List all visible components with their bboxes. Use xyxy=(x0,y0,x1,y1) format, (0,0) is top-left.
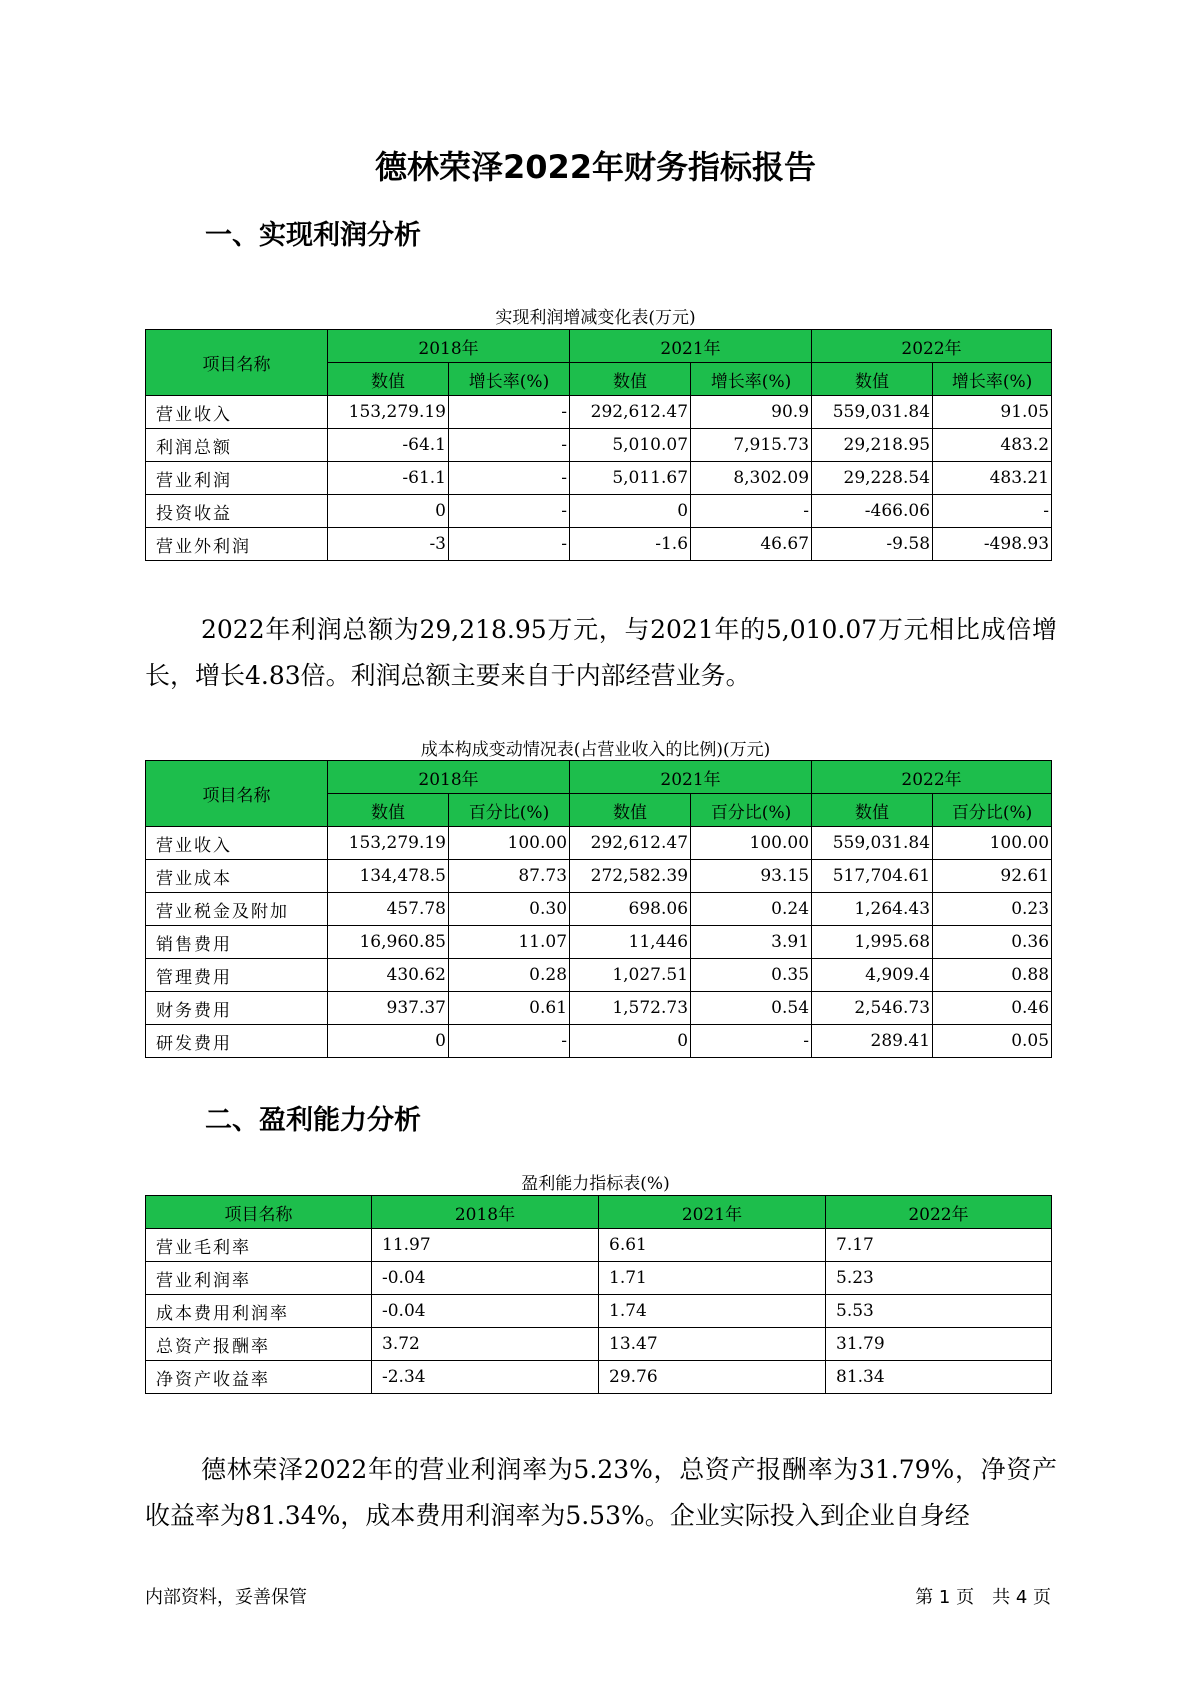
table-cell: 559,031.84 xyxy=(812,827,933,860)
table-cell: 0.23 xyxy=(933,893,1052,926)
table-row xyxy=(146,1025,1052,1058)
header-year: 2022年 xyxy=(812,330,1052,363)
table-cell: 292,612.47 xyxy=(570,827,691,860)
table-cell: - xyxy=(691,1025,812,1058)
table-cell: 11,446 xyxy=(570,926,691,959)
table-row xyxy=(146,959,1052,992)
table-cell: 11.07 xyxy=(449,926,570,959)
table-cell: 91.05 xyxy=(933,396,1052,429)
table-cell: 0.36 xyxy=(933,926,1052,959)
table-cell: 517,704.61 xyxy=(812,860,933,893)
table-cell: 87.73 xyxy=(449,860,570,893)
table-cell: 0 xyxy=(570,495,691,528)
profit-table-caption: 实现利润增减变化表(万元) xyxy=(495,308,696,328)
table-cell: -0.04 xyxy=(372,1295,599,1328)
profit-summary-paragraph: 2022年利润总额为29,218.95万元，与2021年的5,010.07万元相比成倍增长，增长4.83倍。利润总额主要来自于内部经营业务。 xyxy=(145,615,1057,690)
table-cell: 5,010.07 xyxy=(570,429,691,462)
header-year: 2022年 xyxy=(812,761,1052,794)
table-cell: 8,302.09 xyxy=(691,462,812,495)
header-growth-rate: 增长率(%) xyxy=(449,363,570,396)
table-cell: -3 xyxy=(328,528,449,561)
row-label: 成本费用利润率 xyxy=(146,1295,372,1328)
table-cell: 7.17 xyxy=(826,1229,1052,1262)
table-cell: 292,612.47 xyxy=(570,396,691,429)
row-label: 营业利润率 xyxy=(146,1262,372,1295)
header-item-name: 项目名称 xyxy=(146,330,328,396)
section1-heading: 一、实现利润分析 xyxy=(205,220,421,251)
table-cell: -61.1 xyxy=(328,462,449,495)
cost-table-caption: 成本构成变动情况表(占营业收入的比例)(万元) xyxy=(420,740,771,760)
table-row xyxy=(146,495,1052,528)
table-cell: - xyxy=(449,528,570,561)
table-cell: 31.79 xyxy=(826,1328,1052,1361)
table-cell: 153,279.19 xyxy=(328,827,449,860)
profitability-summary-paragraph: 德林荣泽2022年的营业利润率为5.23%，总资产报酬率为31.79%，净资产收益率为81.34%，成本费用利润率为5.53%。企业实际投入到企业自身经 xyxy=(145,1455,1057,1530)
table-cell: - xyxy=(449,1025,570,1058)
table-cell: 92.61 xyxy=(933,860,1052,893)
table-row xyxy=(146,1295,1052,1328)
row-label: 研发费用 xyxy=(146,1025,328,1058)
table-cell: 153,279.19 xyxy=(328,396,449,429)
header-year: 2018年 xyxy=(372,1196,599,1229)
table-cell: 1,572.73 xyxy=(570,992,691,1025)
table-cell: 3.72 xyxy=(372,1328,599,1361)
row-label: 营业毛利率 xyxy=(146,1229,372,1262)
table-cell: 0.88 xyxy=(933,959,1052,992)
table-cell: 0.28 xyxy=(449,959,570,992)
table-row xyxy=(146,429,1052,462)
table-cell: 134,478.5 xyxy=(328,860,449,893)
table-cell: 0 xyxy=(328,495,449,528)
row-label: 投资收益 xyxy=(146,495,328,528)
table-cell: 1,995.68 xyxy=(812,926,933,959)
table-cell: -1.6 xyxy=(570,528,691,561)
header-value: 数值 xyxy=(328,794,449,827)
table-cell: 0.54 xyxy=(691,992,812,1025)
table-cell: 937.37 xyxy=(328,992,449,1025)
profitability-table xyxy=(145,1195,1052,1394)
table-cell: 81.34 xyxy=(826,1361,1052,1394)
footer-confidential-note: 内部资料，妥善保管 xyxy=(145,1587,307,1608)
header-value: 数值 xyxy=(328,363,449,396)
table-cell: -2.34 xyxy=(372,1361,599,1394)
table-cell: 93.15 xyxy=(691,860,812,893)
table-cell: 430.62 xyxy=(328,959,449,992)
table-cell: 5.23 xyxy=(826,1262,1052,1295)
table-cell: 559,031.84 xyxy=(812,396,933,429)
table-cell: 272,582.39 xyxy=(570,860,691,893)
header-value: 数值 xyxy=(570,794,691,827)
table-cell: -0.04 xyxy=(372,1262,599,1295)
table-cell: 3.91 xyxy=(691,926,812,959)
header-year: 2018年 xyxy=(328,330,570,363)
table-row xyxy=(146,893,1052,926)
table-cell: - xyxy=(449,495,570,528)
table-cell: 100.00 xyxy=(691,827,812,860)
table-cell: 4,909.4 xyxy=(812,959,933,992)
table-cell: 2,546.73 xyxy=(812,992,933,1025)
row-label: 管理费用 xyxy=(146,959,328,992)
table-row xyxy=(146,462,1052,495)
row-label: 营业收入 xyxy=(146,827,328,860)
table-cell: 7,915.73 xyxy=(691,429,812,462)
table-cell: 46.67 xyxy=(691,528,812,561)
table-cell: 100.00 xyxy=(449,827,570,860)
table-row xyxy=(146,1262,1052,1295)
table-row xyxy=(146,926,1052,959)
table-cell: 0.30 xyxy=(449,893,570,926)
table-row xyxy=(146,1361,1052,1394)
table-cell: 0.24 xyxy=(691,893,812,926)
row-label: 总资产报酬率 xyxy=(146,1328,372,1361)
table-row xyxy=(146,992,1052,1025)
table-cell: 29,228.54 xyxy=(812,462,933,495)
table-cell: 698.06 xyxy=(570,893,691,926)
header-year: 2022年 xyxy=(826,1196,1052,1229)
row-label: 销售费用 xyxy=(146,926,328,959)
header-year: 2018年 xyxy=(328,761,570,794)
table-cell: - xyxy=(449,462,570,495)
profit-change-table xyxy=(145,329,1052,561)
table-row xyxy=(146,1328,1052,1361)
table-cell: -64.1 xyxy=(328,429,449,462)
profitability-table-caption: 盈利能力指标表(%) xyxy=(521,1174,670,1194)
table-cell: 5.53 xyxy=(826,1295,1052,1328)
table-cell: 289.41 xyxy=(812,1025,933,1058)
header-item-name: 项目名称 xyxy=(146,1196,372,1229)
header-value: 数值 xyxy=(570,363,691,396)
header-percentage: 百分比(%) xyxy=(691,794,812,827)
table-cell: - xyxy=(933,495,1052,528)
header-growth-rate: 增长率(%) xyxy=(691,363,812,396)
table-cell: 1.71 xyxy=(599,1262,826,1295)
table-cell: 90.9 xyxy=(691,396,812,429)
table-cell: -466.06 xyxy=(812,495,933,528)
table-row xyxy=(146,827,1052,860)
table-cell: 457.78 xyxy=(328,893,449,926)
table-cell: 483.21 xyxy=(933,462,1052,495)
row-label: 财务费用 xyxy=(146,992,328,1025)
table-cell: 0.35 xyxy=(691,959,812,992)
table-cell: 6.61 xyxy=(599,1229,826,1262)
header-year: 2021年 xyxy=(570,330,812,363)
row-label: 营业利润 xyxy=(146,462,328,495)
header-year: 2021年 xyxy=(570,761,812,794)
section2-heading: 二、盈利能力分析 xyxy=(205,1105,421,1136)
header-growth-rate: 增长率(%) xyxy=(933,363,1052,396)
table-cell: 5,011.67 xyxy=(570,462,691,495)
table-cell: 29.76 xyxy=(599,1361,826,1394)
header-year: 2021年 xyxy=(599,1196,826,1229)
row-label: 营业税金及附加 xyxy=(146,893,328,926)
table-cell: 0.46 xyxy=(933,992,1052,1025)
table-cell: 16,960.85 xyxy=(328,926,449,959)
footer-page-number: 第 1 页 共 4 页 xyxy=(915,1587,1051,1608)
table-row xyxy=(146,860,1052,893)
header-value: 数值 xyxy=(812,363,933,396)
table-row xyxy=(146,396,1052,429)
row-label: 营业收入 xyxy=(146,396,328,429)
row-label: 营业成本 xyxy=(146,860,328,893)
table-cell: 13.47 xyxy=(599,1328,826,1361)
table-cell: 0.05 xyxy=(933,1025,1052,1058)
document-title: 德林荣泽2022年财务指标报告 xyxy=(374,148,817,186)
table-cell: -498.93 xyxy=(933,528,1052,561)
table-cell: 0.61 xyxy=(449,992,570,1025)
row-label: 利润总额 xyxy=(146,429,328,462)
table-cell: - xyxy=(691,495,812,528)
cost-structure-table xyxy=(145,760,1052,1058)
table-cell: - xyxy=(449,396,570,429)
table-cell: 483.2 xyxy=(933,429,1052,462)
table-cell: -9.58 xyxy=(812,528,933,561)
table-cell: 0 xyxy=(328,1025,449,1058)
table-cell: - xyxy=(449,429,570,462)
header-percentage: 百分比(%) xyxy=(449,794,570,827)
table-cell: 1,027.51 xyxy=(570,959,691,992)
table-cell: 29,218.95 xyxy=(812,429,933,462)
table-cell: 0 xyxy=(570,1025,691,1058)
table-cell: 1.74 xyxy=(599,1295,826,1328)
table-cell: 11.97 xyxy=(372,1229,599,1262)
header-value: 数值 xyxy=(812,794,933,827)
row-label: 营业外利润 xyxy=(146,528,328,561)
row-label: 净资产收益率 xyxy=(146,1361,372,1394)
table-cell: 100.00 xyxy=(933,827,1052,860)
table-row xyxy=(146,528,1052,561)
table-cell: 1,264.43 xyxy=(812,893,933,926)
header-item-name: 项目名称 xyxy=(146,761,328,827)
table-row xyxy=(146,1229,1052,1262)
header-percentage: 百分比(%) xyxy=(933,794,1052,827)
